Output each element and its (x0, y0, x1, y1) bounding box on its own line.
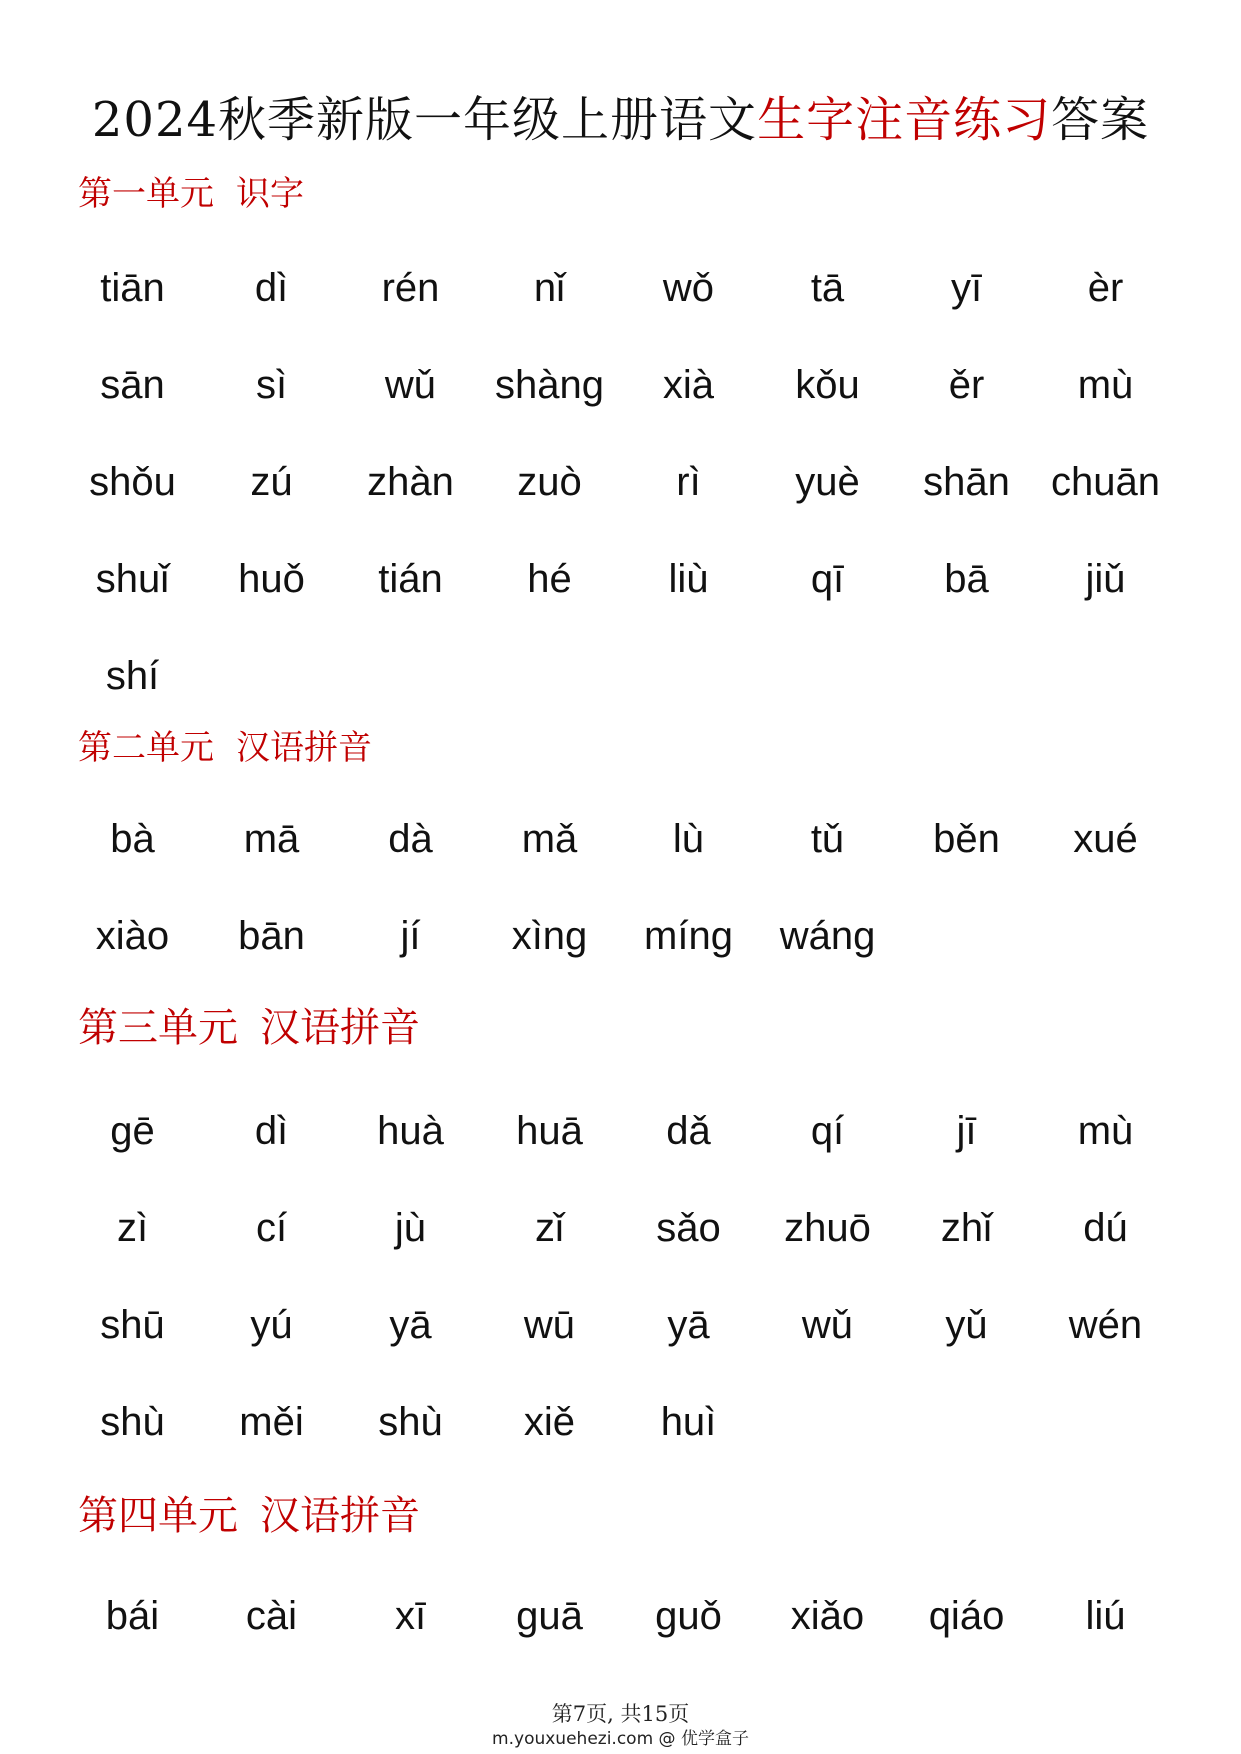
unit-label: 第二单元 (78, 728, 214, 768)
pinyin-cell: bái (105, 1594, 160, 1638)
pinyin-cell: shān (923, 460, 1010, 504)
pinyin-row (63, 1295, 1175, 1355)
pinyin-cell: yǔ (945, 1303, 988, 1347)
unit-label: 第一单元 (78, 174, 214, 214)
pinyin-cell: qí (810, 1109, 845, 1153)
pinyin-row (63, 809, 1175, 869)
pinyin-cell: dà (388, 817, 433, 861)
pinyin-cell: guā (516, 1594, 583, 1638)
pinyin-cell: mǎ (521, 817, 578, 861)
pinyin-cell: lù (672, 817, 705, 861)
pinyin-cell: mù (1077, 1109, 1134, 1153)
pinyin-cell: rén (381, 266, 440, 310)
pinyin-cell: shù (378, 1400, 443, 1444)
pinyin-cell: gē (110, 1109, 155, 1153)
pinyin-cell: zǐ (535, 1206, 564, 1250)
unit-1-heading (78, 172, 304, 216)
pinyin-cell: wáng (779, 914, 876, 958)
pinyin-cell: èr (1087, 266, 1124, 310)
pinyin-cell: yā (389, 1303, 432, 1347)
unit-label: 第四单元 (78, 1493, 238, 1539)
title-prefix: 2024秋季新版一年级上册语文 (91, 92, 758, 148)
pinyin-cell: yuè (795, 460, 860, 504)
pinyin-cell: shí (105, 654, 160, 698)
pinyin-cell: mù (1077, 363, 1134, 407)
pinyin-cell: shàng (495, 363, 604, 407)
pinyin-cell: xìng (511, 914, 588, 958)
unit-topic: 汉语拼音 (260, 1005, 420, 1051)
pinyin-cell: huà (377, 1109, 444, 1153)
title-suffix: 答案 (1051, 92, 1150, 148)
pinyin-cell: xī (394, 1594, 427, 1638)
pinyin-cell: huā (516, 1109, 583, 1153)
pinyin-cell: cài (245, 1594, 298, 1638)
unit-topic: 汉语拼音 (236, 728, 372, 768)
pinyin-cell: xiě (523, 1400, 576, 1444)
pinyin-cell: shuǐ (95, 557, 170, 601)
pinyin-cell: jiǔ (1085, 557, 1126, 601)
pinyin-row (63, 1392, 1175, 1452)
pinyin-cell: jí (400, 914, 421, 958)
pinyin-cell: tā (810, 266, 845, 310)
pinyin-cell: nǐ (533, 266, 566, 310)
pinyin-cell: dì (254, 266, 289, 310)
page-title (0, 90, 1241, 150)
unit-3-heading (78, 1003, 420, 1053)
pinyin-row (63, 646, 1175, 706)
pinyin-cell: měi (239, 1400, 304, 1444)
pinyin-cell: shū (100, 1303, 165, 1347)
pinyin-row (63, 549, 1175, 609)
pinyin-cell: dú (1083, 1206, 1128, 1250)
pinyin-cell: yú (250, 1303, 293, 1347)
pinyin-cell: yā (667, 1303, 710, 1347)
pinyin-cell: wǔ (384, 363, 437, 407)
pinyin-cell: cí (255, 1206, 288, 1250)
pinyin-cell: kǒu (795, 363, 860, 407)
pinyin-cell: sì (255, 363, 288, 407)
title-highlight: 生字注音练习 (757, 92, 1052, 148)
pinyin-cell: míng (644, 914, 733, 958)
pinyin-row (63, 258, 1175, 318)
pinyin-cell: shù (100, 1400, 165, 1444)
pinyin-cell: bā (944, 557, 989, 601)
pinyin-cell: tǔ (810, 817, 845, 861)
pinyin-cell: guǒ (655, 1594, 722, 1638)
pinyin-cell: zì (116, 1206, 149, 1250)
pinyin-cell: rì (676, 460, 701, 504)
pinyin-cell: huǒ (238, 557, 305, 601)
pinyin-cell: sǎo (656, 1206, 721, 1250)
pinyin-row (63, 1586, 1175, 1646)
pinyin-cell: liú (1085, 1594, 1126, 1638)
pinyin-row (63, 1198, 1175, 1258)
pinyin-cell: jù (394, 1206, 427, 1250)
pinyin-cell: wén (1068, 1303, 1143, 1347)
pinyin-cell: bān (238, 914, 305, 958)
page-number: 第7页, 共15页 (551, 1702, 690, 1726)
pinyin-cell: jī (956, 1109, 977, 1153)
pinyin-cell: zhàn (367, 460, 454, 504)
pinyin-cell: hé (527, 557, 572, 601)
unit-2-heading (78, 726, 372, 770)
pinyin-row (63, 906, 1175, 966)
pinyin-cell: dì (254, 1109, 289, 1153)
pinyin-cell: mā (243, 817, 300, 861)
pinyin-cell: shǒu (89, 460, 176, 504)
pinyin-cell: běn (933, 817, 1000, 861)
unit-4-heading (78, 1491, 420, 1541)
pinyin-row (63, 1101, 1175, 1161)
pinyin-cell: xià (662, 363, 715, 407)
pinyin-cell: dǎ (666, 1109, 711, 1153)
unit-topic: 汉语拼音 (260, 1493, 420, 1539)
pinyin-cell: tián (378, 557, 443, 601)
pinyin-cell: zuò (517, 460, 582, 504)
pinyin-cell: qiáo (928, 1594, 1005, 1638)
pinyin-cell: wū (523, 1303, 576, 1347)
pinyin-cell: ěr (948, 363, 985, 407)
pinyin-cell: wǒ (662, 266, 715, 310)
pinyin-cell: zú (250, 460, 293, 504)
unit-label: 第三单元 (78, 1005, 238, 1051)
pinyin-cell: huì (660, 1400, 717, 1444)
pinyin-cell: tiān (100, 266, 165, 310)
pinyin-cell: qī (810, 557, 845, 601)
pinyin-cell: xiào (95, 914, 170, 958)
pinyin-cell: wǔ (801, 1303, 854, 1347)
pinyin-cell: xué (1073, 817, 1138, 861)
pinyin-cell: zhuō (784, 1206, 871, 1250)
pinyin-cell: bà (110, 817, 155, 861)
pinyin-cell: yī (950, 266, 983, 310)
pinyin-row (63, 355, 1175, 415)
pinyin-cell: liù (668, 557, 709, 601)
pinyin-row (63, 452, 1175, 512)
pinyin-cell: zhǐ (940, 1206, 993, 1250)
site-credit: m.youxuehezi.com @ 优学盒子 (492, 1729, 749, 1749)
pinyin-cell: xiǎo (790, 1594, 865, 1638)
unit-topic: 识字 (236, 174, 304, 214)
pinyin-cell: sān (100, 363, 165, 407)
pinyin-cell: chuān (1051, 460, 1160, 504)
